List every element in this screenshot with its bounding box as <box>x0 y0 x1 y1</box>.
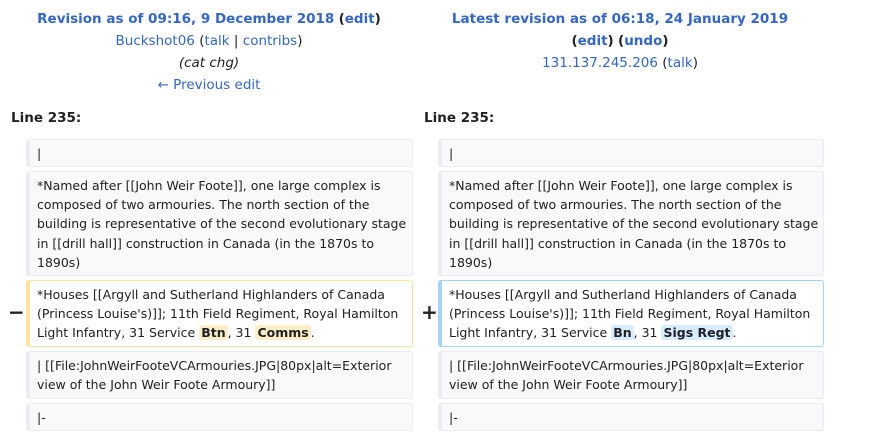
right-context-cell: | [[File:JohnWeirFooteVCArmouries.JPG|80px|alt=Exterior view of the John Weir Foote Armoury]] <box>438 351 824 399</box>
deleted-word: Comms <box>257 325 309 341</box>
left-talk-link[interactable]: talk <box>204 33 230 49</box>
left-contribs-link[interactable]: contribs <box>242 33 298 49</box>
left-revision-title-line: Revision as of 09:16, 9 December 2018 (edit) <box>37 11 381 27</box>
added-line-cell: *Houses [[Argyll and Sutherland Highlanders of Canada (Princess Louise's)]]; 11th Field Regiment, Royal Hamilton Light Infantry, 31 Service Bn , 31 Sigs Regt . <box>438 280 824 347</box>
left-edit-summary: (cat chg) <box>178 55 240 71</box>
right-user-ip-link[interactable]: 131.137.245.206 <box>542 55 658 71</box>
left-user-line: Buckshot06 (talk | contribs) <box>115 33 303 49</box>
left-revision-title-link[interactable]: Revision as of 09:16, 9 December 2018 <box>37 11 335 27</box>
inserted-word: Sigs Regt <box>663 325 731 341</box>
right-edit-link[interactable]: edit <box>577 33 608 49</box>
right-context-cell: |- <box>438 403 824 431</box>
right-line-label: Line 235: <box>424 110 495 126</box>
left-edit-link[interactable]: edit <box>344 11 375 27</box>
left-context-cell: *Named after [[John Weir Foote]], one large complex is composed of two armouries. The north section of the building is representative of the second evolutionary stage in [[drill hall]] construction in Canada (in the 1870s to 1890s) <box>26 171 413 276</box>
left-line-label: Line 235: <box>11 110 82 126</box>
left-revision-header <box>3 8 415 96</box>
previous-edit-link[interactable]: ← Previous edit <box>157 77 261 93</box>
deleted-line-cell: *Houses [[Argyll and Sutherland Highlanders of Canada (Princess Louise's)]]; 11th Field Regiment, Royal Hamilton Light Infantry, 31 Service Btn , 31 Comms . <box>26 280 413 347</box>
right-revision-title-link[interactable]: Latest revision as of 06:18, 24 January 2019 <box>451 11 789 27</box>
left-context-cell: | [[File:JohnWeirFooteVCArmouries.JPG|80px|alt=Exterior view of the John Weir Foote Armoury]] <box>26 351 413 399</box>
deleted-word: Btn <box>201 325 226 341</box>
inserted-word: Bn <box>613 325 632 341</box>
right-context-cell: *Named after [[John Weir Foote]], one large complex is composed of two armouries. The north section of the building is representative of the second evolutionary stage in [[drill hall]] construction in Canada (in the 1870s to 1890s) <box>438 171 824 276</box>
added-line-marker: + <box>421 300 438 324</box>
right-undo-link[interactable]: undo <box>624 33 663 49</box>
right-context-cell: | <box>438 139 824 167</box>
left-user-link[interactable]: Buckshot06 <box>115 33 195 49</box>
deleted-line-marker: − <box>8 300 25 324</box>
right-talk-link[interactable]: talk <box>667 55 693 71</box>
left-context-cell: | <box>26 139 413 167</box>
left-context-cell: |- <box>26 403 413 431</box>
right-revision-header: Latest revision as of 06:18, 24 January 2019 (edit) (undo) 131.137.245.206 (talk) <box>451 11 789 71</box>
